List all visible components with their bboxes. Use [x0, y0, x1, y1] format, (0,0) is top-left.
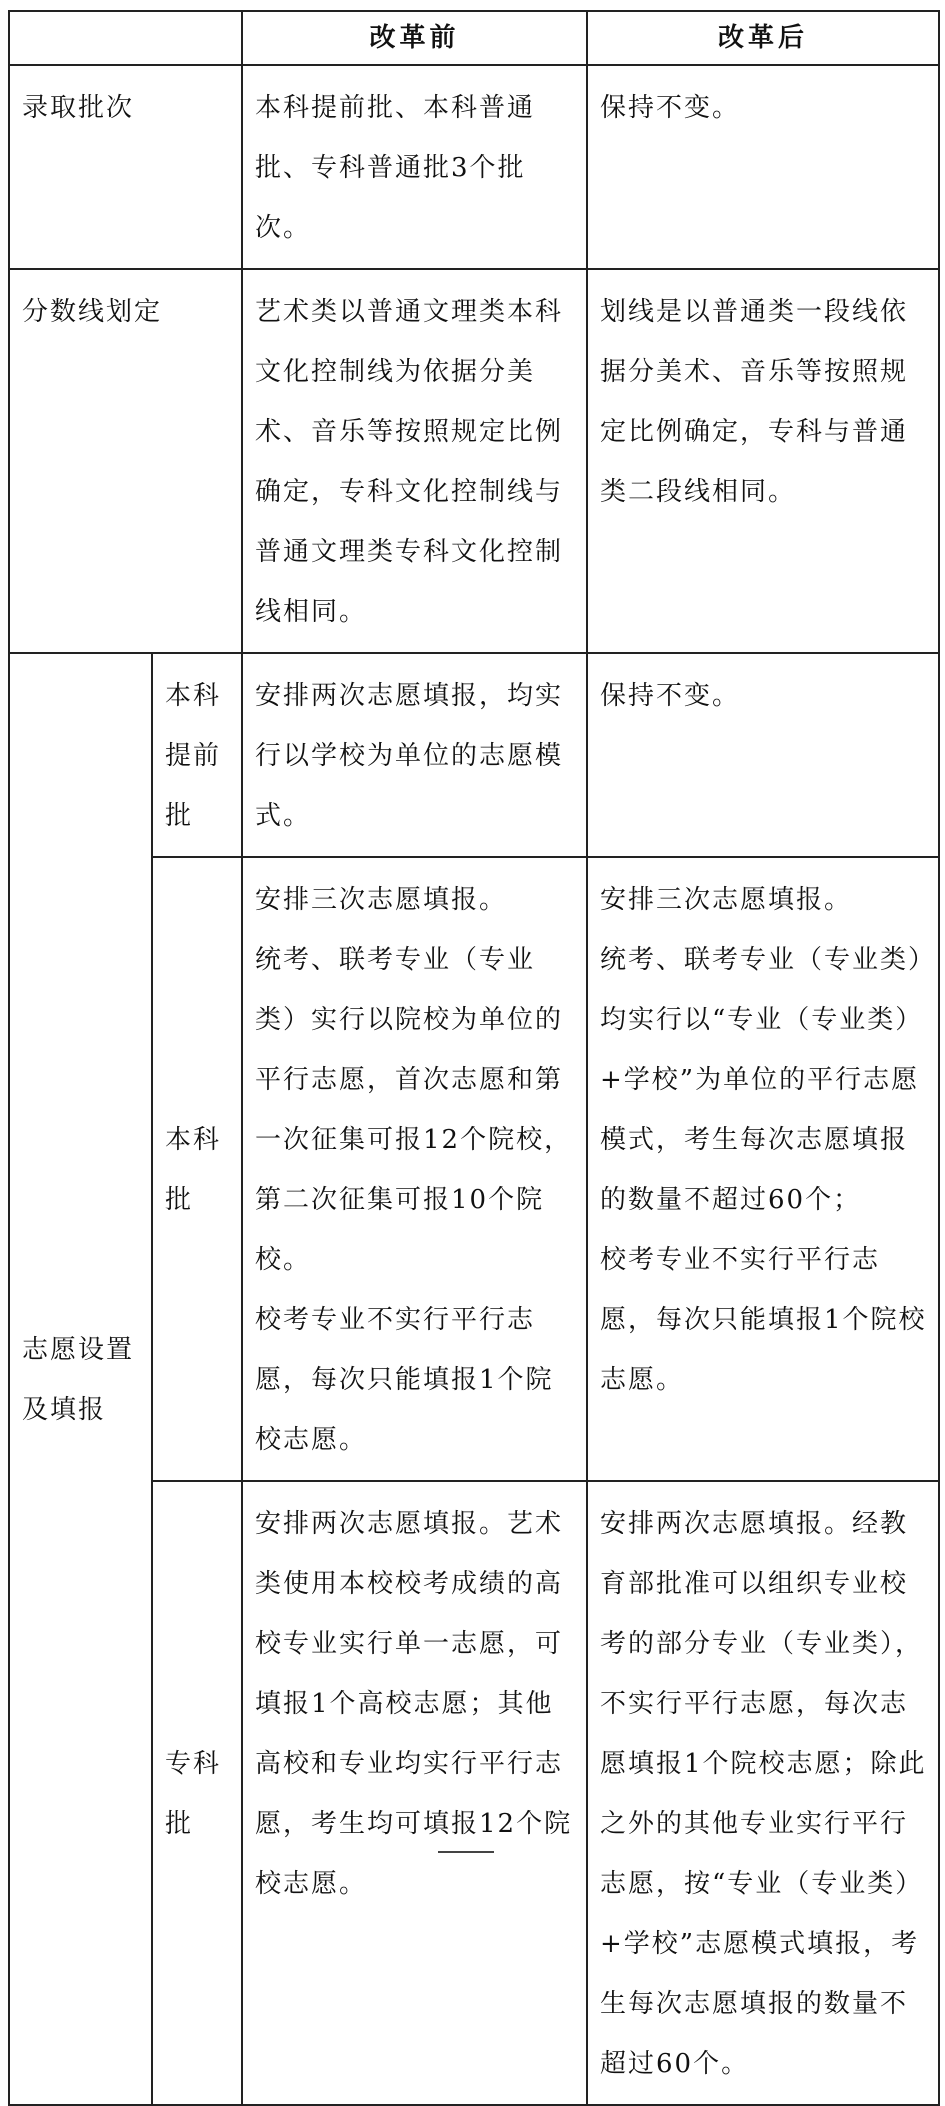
cell-early-after: 保持不变。 — [587, 653, 939, 857]
header-after: 改革后 — [587, 11, 939, 65]
row-admission-batches — [9, 65, 939, 269]
undergrad-before-para: 校考专业不实行平行志愿，每次只能填报1个院校志愿。 — [255, 1305, 554, 1455]
header-blank-cell — [9, 11, 242, 65]
cell-admission-before: 本科提前批、本科普通批、专科普通批3个批次。 — [242, 65, 587, 269]
page-bottom-mark — [438, 1851, 494, 1853]
cell-undergrad-after — [587, 857, 939, 1481]
row-label-score-line: 分数线划定 — [9, 269, 242, 653]
cell-college-after: 安排两次志愿填报。经教育部批准可以组织专业校考的部分专业（专业类），不实行平行志愿，每次志愿填报1个院校志愿；除此之外的其他专业实行平行志愿，按“专业（专业类）+学校”志愿模式填报，考生每次志愿填报的数量不超过60个。 — [587, 1481, 939, 2105]
group-label-volunteer: 志愿设置及填报 — [9, 653, 152, 2105]
row-label-admission: 录取批次 — [9, 65, 242, 269]
undergrad-before-para: 安排三次志愿填报。 — [255, 885, 508, 915]
cell-score-line-before: 艺术类以普通文理类本科文化控制线为依据分美术、音乐等按照规定比例确定，专科文化控制线与普通文理类专科文化控制线相同。 — [242, 269, 587, 653]
undergrad-after-para: 安排三次志愿填报。 — [600, 885, 853, 915]
undergrad-after-para: 校考专业不实行平行志愿，每次只能填报1个院校志愿。 — [600, 1245, 927, 1395]
reform-comparison-table — [8, 10, 940, 2106]
cell-score-line-after: 划线是以普通类一段线依据分美术、音乐等按照规定比例确定，专科与普通类二段线相同。 — [587, 269, 939, 653]
row-label-undergrad: 本科批 — [152, 857, 242, 1481]
cell-admission-after: 保持不变。 — [587, 65, 939, 269]
row-early-batch — [9, 653, 939, 857]
row-score-line — [9, 269, 939, 653]
header-before: 改革前 — [242, 11, 587, 65]
undergrad-after-para: 统考、联考专业（专业类）均实行以“专业（专业类）+学校”为单位的平行志愿模式，考生每次志愿填报的数量不超过60个； — [600, 945, 924, 1215]
row-label-college: 专科批 — [152, 1481, 242, 2105]
cell-college-before: 安排两次志愿填报。艺术类使用本校校考成绩的高校专业实行单一志愿，可填报1个高校志愿；其他高校和专业均实行平行志愿，考生均可填报12个院校志愿。 — [242, 1481, 587, 2105]
row-label-early: 本科提前批 — [152, 653, 242, 857]
cell-undergrad-before — [242, 857, 587, 1481]
header-row — [9, 11, 939, 65]
cell-early-before: 安排两次志愿填报，均实行以学校为单位的志愿模式。 — [242, 653, 587, 857]
undergrad-before-para: 统考、联考专业（专业类）实行以院校为单位的平行志愿，首次志愿和第一次征集可报12个院校，第二次征集可报10个院校。 — [255, 945, 573, 1275]
